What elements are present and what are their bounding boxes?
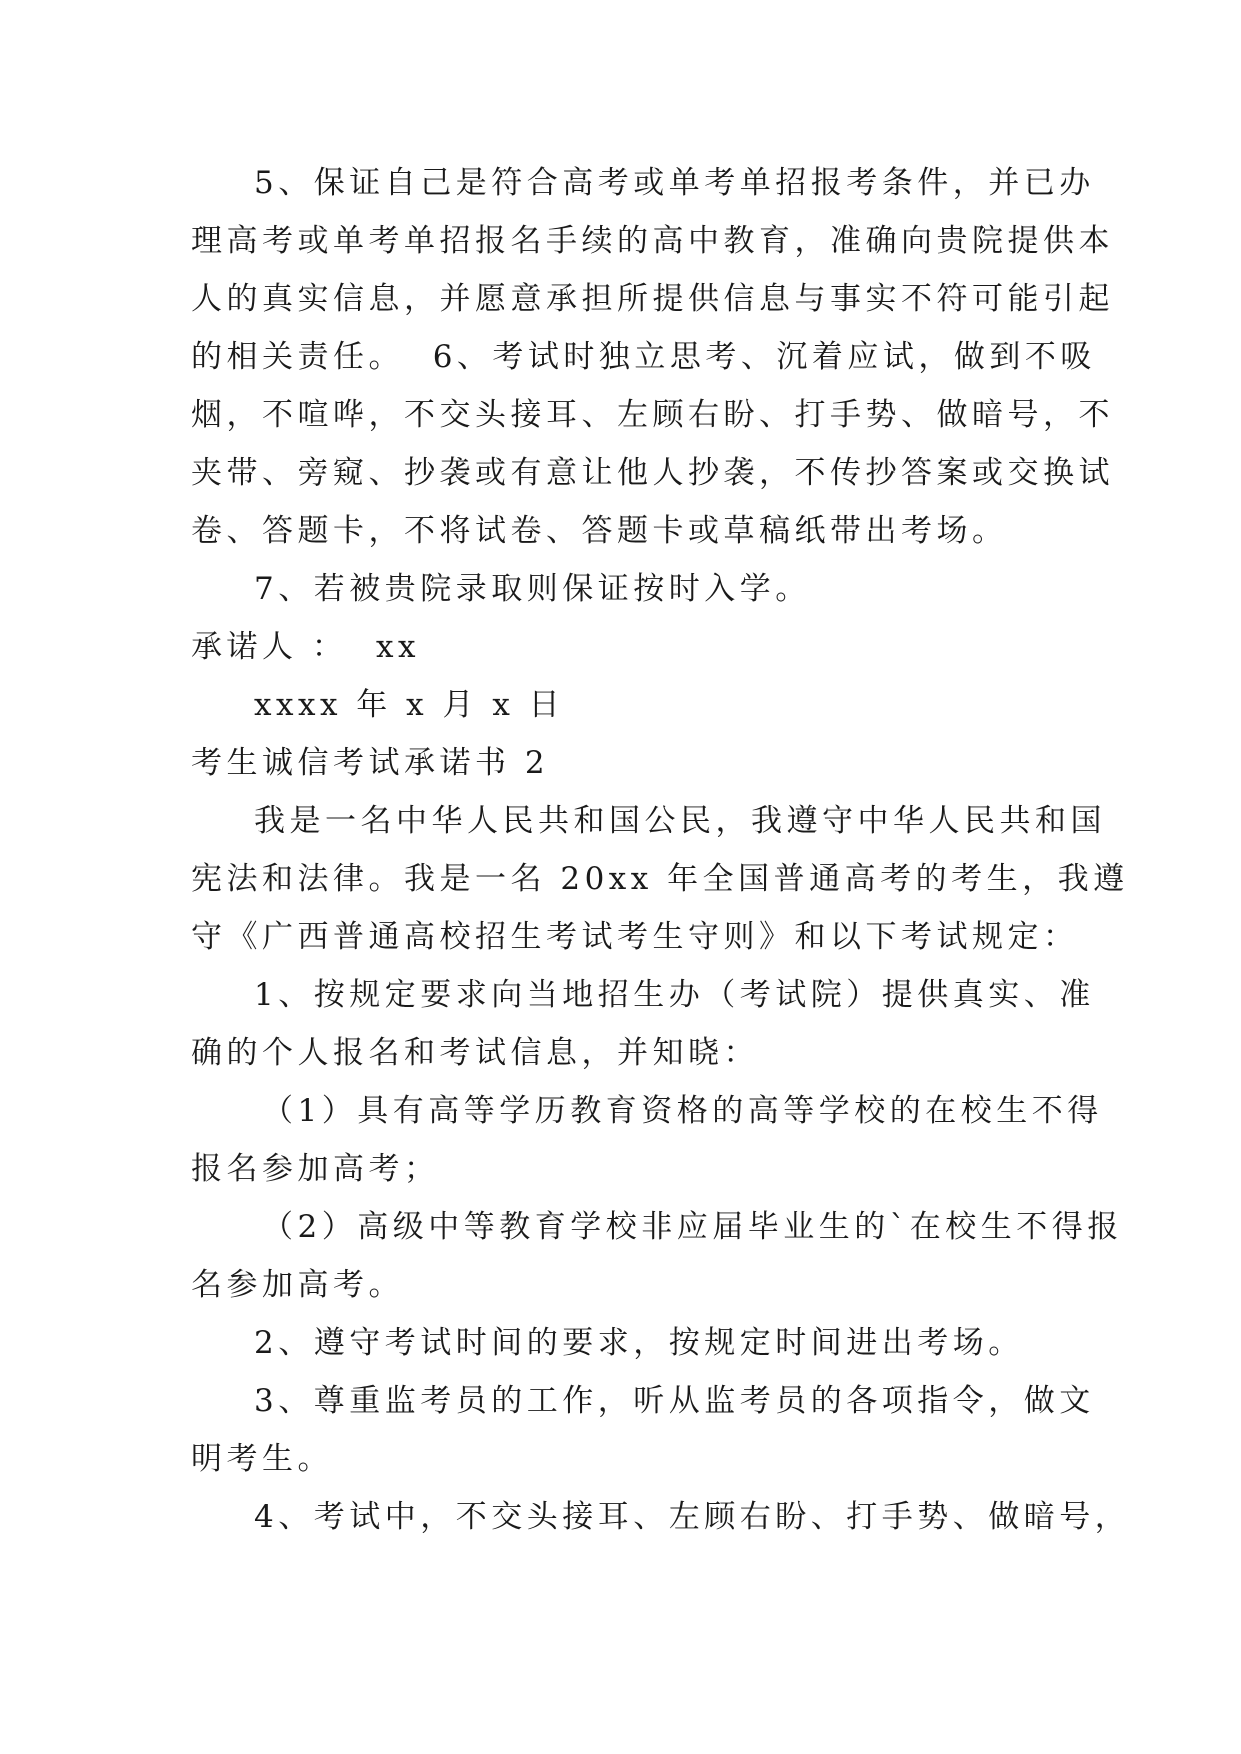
text-line: 3、尊重监考员的工作，听从监考员的各项指令，做文 bbox=[254, 1383, 1095, 1419]
text-line: 我是一名中华人民共和国公民，我遵守中华人民共和国 bbox=[254, 803, 1106, 839]
text-line: 宪法和法律。我是一名 20xx 年全国普通高考的考生，我遵 bbox=[191, 861, 1129, 897]
text-line: 理高考或单考单招报名手续的高中教育，准确向贵院提供本 bbox=[191, 223, 1114, 259]
text-line: 烟，不喧哗，不交头接耳、左顾右盼、打手势、做暗号，不 bbox=[191, 397, 1114, 433]
text-line: 名参加高考。 bbox=[191, 1267, 404, 1303]
signatory-line: 承诺人 ： xx bbox=[191, 629, 421, 665]
text-line: 报名参加高考； bbox=[191, 1151, 440, 1187]
text-line: 卷、答题卡，不将试卷、答题卡或草稿纸带出考场。 bbox=[191, 513, 1008, 549]
section-title: 考生诚信考试承诺书 2 bbox=[191, 745, 550, 781]
date-line: xxxx 年 x 月 x 日 bbox=[254, 687, 565, 723]
text-line: 5、保证自己是符合高考或单考单招报考条件，并已办 bbox=[254, 165, 1095, 201]
text-line: （1）具有高等学历教育资格的高等学校的在校生不得 bbox=[262, 1093, 1103, 1129]
text-line: 4、考试中，不交头接耳、左顾右盼、打手势、做暗号， bbox=[254, 1499, 1131, 1535]
text-line: 守《广西普通高校招生考试考生守则》和以下考试规定： bbox=[191, 919, 1079, 955]
text-line: 夹带、旁窥、抄袭或有意让他人抄袭，不传抄答案或交换试 bbox=[191, 455, 1114, 491]
text-line: 确的个人报名和考试信息，并知晓： bbox=[191, 1035, 759, 1071]
text-line: 7、若被贵院录取则保证按时入学。 bbox=[254, 571, 811, 607]
text-line: 的相关责任。 6、考试时独立思考、沉着应试，做到不吸 bbox=[191, 339, 1096, 375]
text-line: 1、按规定要求向当地招生办（考试院）提供真实、准 bbox=[254, 977, 1095, 1013]
text-line: 2、遵守考试时间的要求，按规定时间进出考场。 bbox=[254, 1325, 1024, 1361]
text-line: （2）高级中等教育学校非应届毕业生的`在校生不得报 bbox=[262, 1209, 1123, 1245]
text-line: 明考生。 bbox=[191, 1441, 333, 1477]
text-line: 人的真实信息，并愿意承担所提供信息与事实不符可能引起 bbox=[191, 281, 1114, 317]
